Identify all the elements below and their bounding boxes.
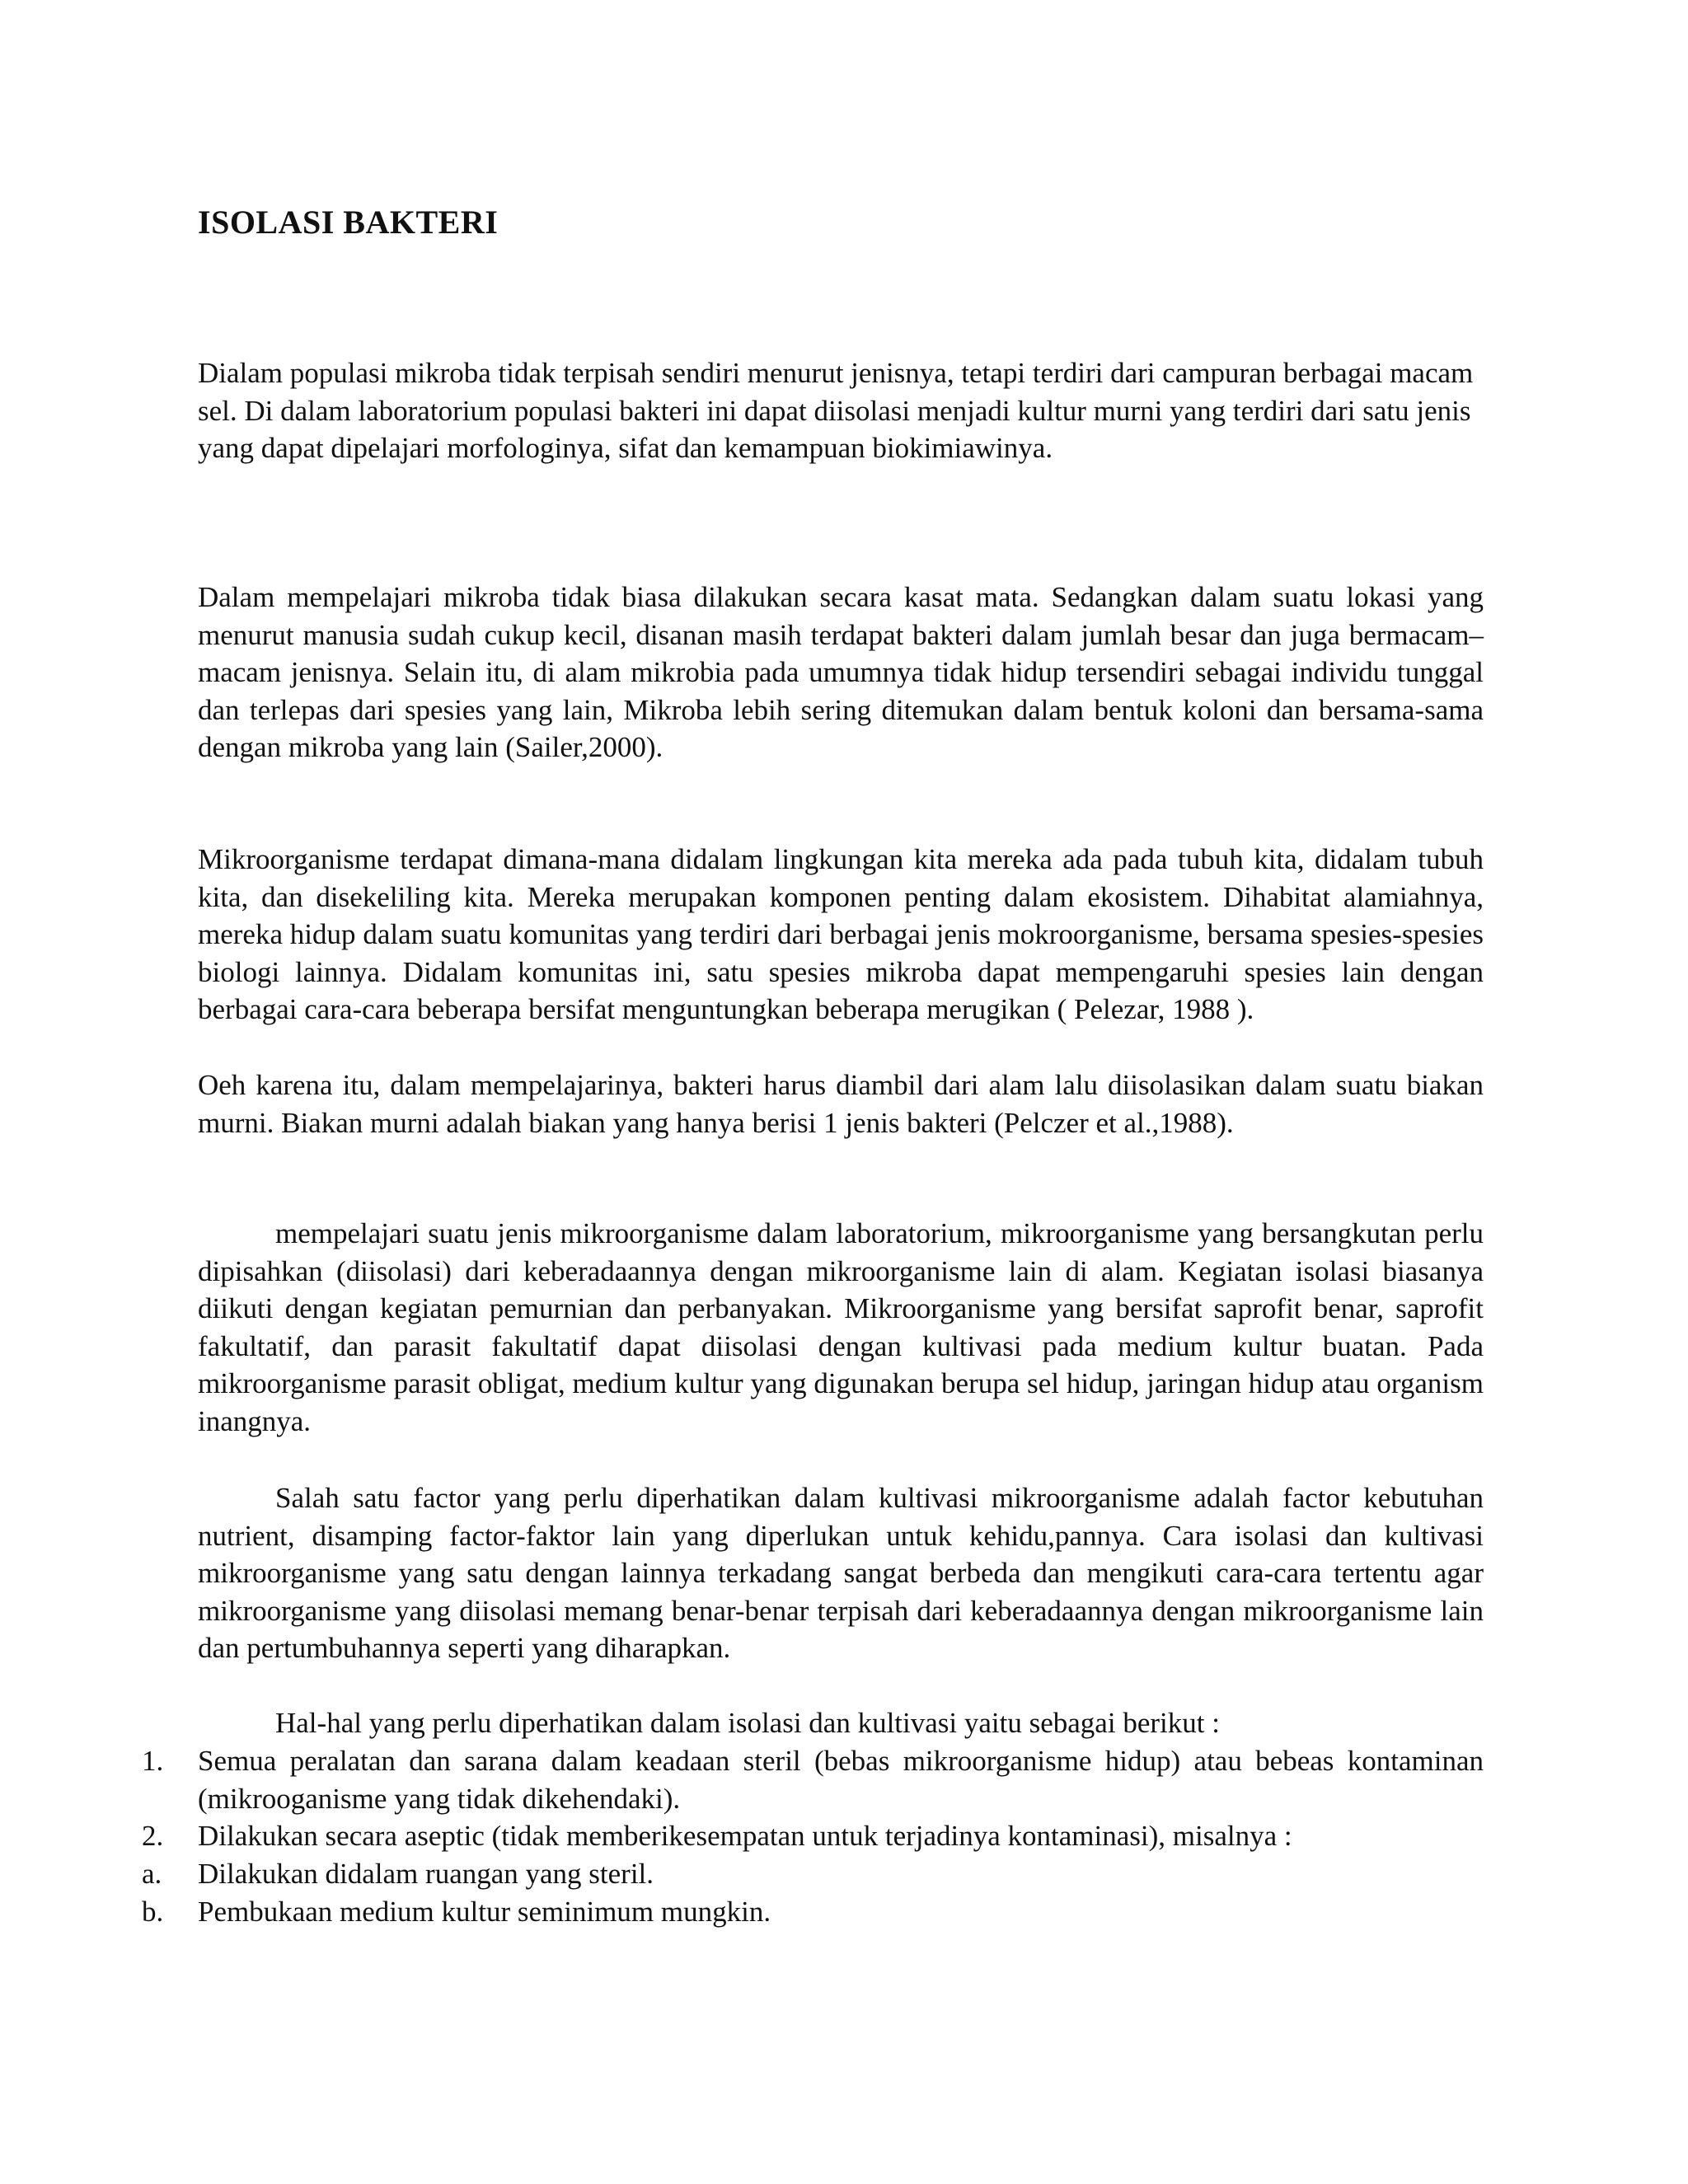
paragraph-biakan-murni: Oeh karena itu, dalam mempelajarinya, bakteri harus diambil dari alam lalu diisolasikan dalam suatu biakan murni. Biakan murni adalah biakan yang hanya berisi 1 jenis bakteri (Pelczer et al.,1988). xyxy=(198,1069,1484,1139)
paragraph-hal-hal: Hal-hal yang perlu diperhatikan dalam isolasi dan kultivasi yaitu sebagai berikut : xyxy=(275,1707,1220,1739)
list-marker: b. xyxy=(142,1896,164,1928)
list-item-text: Semua peralatan dan sarana dalam keadaan steril (bebas mikroorganisme hidup) atau bebeas kontaminan (mikrooganisme yang tidak dikehendaki). xyxy=(198,1745,1484,1815)
list-marker: a. xyxy=(142,1858,162,1890)
list-item-text: Dilakukan didalam ruangan yang steril. xyxy=(198,1858,654,1890)
document-title: ISOLASI BAKTERI xyxy=(198,204,499,241)
list-item-text: Pembukaan medium kultur seminimum mungkin. xyxy=(198,1896,771,1928)
list-marker: 1. xyxy=(142,1745,164,1777)
list-marker: 2. xyxy=(142,1820,164,1852)
list-item-a xyxy=(142,1855,1484,1893)
list-item-b xyxy=(142,1893,1484,1931)
list-item-2 xyxy=(142,1817,1484,1855)
paragraph-kasat-mata: Dalam mempelajari mikroba tidak biasa dilakukan secara kasat mata. Sedangkan dalam suatu lokasi yang menurut manusia sudah cukup kecil, disanan masih terdapat bakteri dalam jumlah besar dan juga bermacam–macam jenisnya. Selain itu, di alam mikrobia pada umumnya tidak hidup tersendiri sebagai individu tunggal dan terlepas dari spesies yang lain, Mikroba lebih sering ditemukan dalam bentuk koloni dan bersama-sama dengan mikroba yang lain (Sailer,2000). xyxy=(198,581,1484,763)
list-item-1 xyxy=(142,1742,1484,1817)
list-item-text: Dilakukan secara aseptic (tidak memberikesempatan untuk terjadinya kontaminasi), misalnya : xyxy=(198,1820,1292,1852)
paragraph-mikroorganisme: Mikroorganisme terdapat dimana-mana didalam lingkungan kita mereka ada pada tubuh kita, didalam tubuh kita, dan disekeliling kita. Mereka merupakan komponen penting dalam ekosistem. Dihabitat alamiahnya, mereka hidup dalam suatu komunitas yang terdiri dari berbagai jenis mokroorganisme, bersama spesies-spesies biologi lainnya. Didalam komunitas ini, satu spesies mikroba dapat mempengaruhi spesies lain dengan berbagai cara-cara beberapa bersifat menguntungkan beberapa merugikan ( Pelezar, 1988 ). xyxy=(198,843,1484,1025)
paragraph-intro: Dialam populasi mikroba tidak terpisah sendiri menurut jenisnya, tetapi terdiri dari campuran berbagai macam sel. Di dalam laboratorium populasi bakteri ini dapat diisolasi menjadi kultur murni yang terdiri dari satu jenis yang dapat dipelajari morfologinya, sifat dan kemampuan biokimiawinya. xyxy=(198,357,1474,464)
paragraph-kultivasi: Salah satu factor yang perlu diperhatikan dalam kultivasi mikroorganisme adalah factor kebutuhan nutrient, disamping factor-faktor lain yang diperlukan untuk kehidu,pannya. Cara isolasi dan kultivasi mikroorganisme yang satu dengan lainnya terkadang sangat berbeda dan mengikuti cara-cara tertentu agar mikroorganisme yang diisolasi memang benar-benar terpisah dari keberadaannya dengan mikroorganisme lain dan pertumbuhannya seperti yang diharapkan. xyxy=(198,1482,1484,1664)
paragraph-isolasi-laboratorium: mempelajari suatu jenis mikroorganisme dalam laboratorium, mikroorganisme yang bersangkutan perlu dipisahkan (diisolasi) dari keberadaannya dengan mikroorganisme lain di alam. Kegiatan isolasi biasanya diikuti dengan kegiatan pemurnian dan perbanyakan. Mikroorganisme yang bersifat saprofit benar, saprofit fakultatif, dan parasit fakultatif dapat diisolasi dengan kultivasi pada medium kultur buatan. Pada mikroorganisme parasit obligat, medium kultur yang digunakan berupa sel hidup, jaringan hidup atau organism inangnya. xyxy=(198,1217,1484,1437)
